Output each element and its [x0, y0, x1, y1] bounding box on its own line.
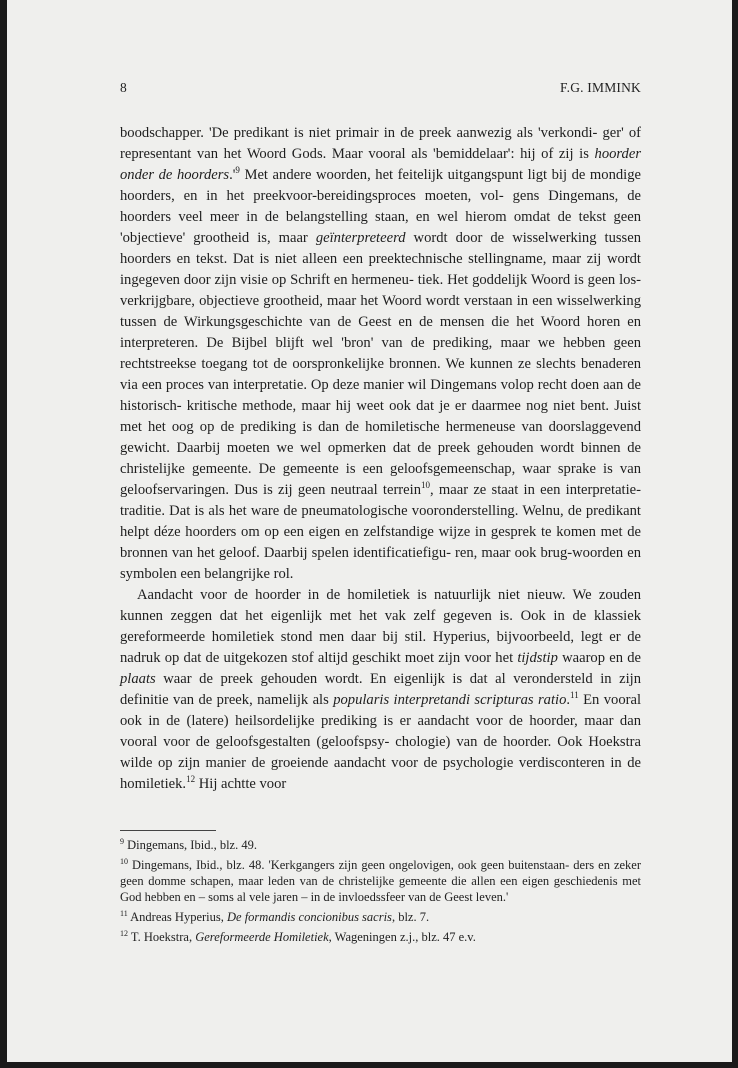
text-run: waarop en de	[557, 650, 641, 666]
text-run: boodschapper. 'De predikant is niet primair in de preek aanwezig als 'verkondi- ger' of representant van het Woord Gods. Maar vooral als 'bemiddelaar': hij of zij is	[120, 125, 641, 162]
footnote-number: 12	[120, 928, 128, 938]
text-run: waar de preek gehouden wordt. En eigenlijk is dat al verondersteld in zijn definitie van de preek, namelijk als	[120, 671, 641, 708]
text-run: Aandacht voor de hoorder in de homiletiek is natuurlijk niet nieuw. We zouden kunnen zeggen dat het eigenlijk met het vak zelf gegeven is. Ook in de klassiek gereformeerde homiletiek stond men daar bij stil. Hyperius, bijvoorbeeld, legt er de nadruk op dat de uitgekozen stof altijd geschikt moet zijn voor het	[120, 587, 641, 666]
footnote-text: , Wageningen z.j., blz. 47 e.v.	[328, 930, 476, 944]
paragraph-2	[120, 585, 641, 795]
footnote-11	[120, 909, 641, 925]
book-page	[7, 0, 732, 1062]
footnote-10	[120, 857, 641, 905]
italic-phrase: tijdstip	[517, 650, 558, 666]
footnote-number: 10	[120, 856, 128, 866]
footnote-ref: 11	[570, 690, 579, 701]
running-head: F.G. IMMINK	[560, 80, 641, 95]
footnote-title: Gereformeerde Homiletiek	[195, 930, 329, 944]
footnote-title: De formandis concionibus sacris	[227, 910, 392, 924]
text-run: .'	[229, 167, 236, 183]
text-run: Hij achtte voor	[195, 776, 287, 792]
footnote-number: 11	[120, 908, 128, 918]
text-run: .	[566, 692, 571, 708]
paragraph-1	[120, 123, 641, 585]
italic-phrase: popularis interpretandi scripturas ratio	[333, 692, 567, 708]
text-run: wordt door de wisselwerking tussen hoorders en tekst. Dat is niet alleen een preektechnische stellingname, maar zij wordt ingegeven door zijn visie op Schrift en hermeneu- tiek. Het goddelijk Woord is geen los-verkrijgbare, objectieve grootheid, maar het Woord wordt verstaan in een wisselwerking tussen de Wirkungsgeschichte van de Geest en de mensen die het Woord horen en interpreteren. De Bijbel blijft wel 'bron' van de prediking, maar we hebben geen rechtstreekse toegang tot de oorspronkelijke bronnen. We kunnen ze slechts benaderen via een proces van interpretatie. Op deze manier wil Dingemans volop recht doen aan de historisch- kritische methode, maar hij weet ook dat je er daarmee nog niet bent. Juist met het oog op de prediking is dan de homiletische hermeneuse van doorslaggevend gewicht. Daarbij moeten we wel opmerken dat de preek gehouden wordt binnen de christelijke gemeente. De gemeente is een geloofsgemeenschap, waar sprake is van geloofservaringen. Dus is zij geen neutraal terrein	[120, 230, 642, 498]
footnote-text: T. Hoekstra,	[128, 930, 196, 944]
footnote-ref: 10	[421, 480, 430, 491]
footnote-text: Dingemans, Ibid., blz. 48. 'Kerkgangers zijn geen ongelovigen, ook geen buitenstaan- ders en zeker geen domme schapen, maar leden van de christelijke gemeente die allen een eigen geschiedenis met God hebben en – soms al vele jaren – in de invloedssfeer van de Geest leven.'	[120, 858, 641, 904]
footnote-text: Andreas Hyperius,	[127, 910, 227, 924]
footnote-number: 9	[120, 836, 124, 846]
footnote-text: , blz. 7.	[391, 910, 430, 924]
footnote-12	[120, 929, 641, 945]
body-text	[120, 123, 641, 795]
footnote-ref: 9	[235, 165, 240, 176]
footnote-divider	[120, 830, 216, 831]
text-run: Met andere woorden, het feitelijk uitgangspunt ligt bij de mondige hoorders, en in het preekvoor-bereidingsproces moeten, vol- gens Dingemans, de hoorders veel meer in de belangstelling staan, en wel hierom omdat de tekst geen 'objectieve' grootheid is, maar	[120, 167, 642, 246]
italic-phrase: hoorder onder de hoorders	[120, 146, 641, 183]
footnotes	[120, 837, 641, 949]
italic-phrase: geïnterpreteerd	[315, 230, 406, 246]
footnote-text: Dingemans, Ibid., blz. 49.	[124, 838, 257, 852]
text-run: En vooral ook in de (latere) heilsordelijke prediking is er aandacht voor de hoorder, maar dan vooral voor de geloofsgestalten (geloofspsy- chologie) van de hoorder. Ook Hoekstra wilde op zijn manier de groeiende aandacht voor de psychologie verdisconteren in de homiletiek.	[120, 692, 642, 792]
text-run: , maar ze staat in een interpretatie-traditie. Dat is als het ware de pneumatologische vooronderstelling. Welnu, de predikant helpt déze hoorders om op een eigen en zelfstandige wijze in gesprek te komen met de bronnen van het geloof. Daarbij spelen identificatiefigu- ren, maar ook brug-woorden en symbolen een belangrijke rol.	[120, 482, 641, 582]
page-number: 8	[120, 80, 127, 95]
footnote-ref: 12	[186, 774, 196, 785]
italic-phrase: plaats	[120, 671, 156, 687]
footnote-9	[120, 837, 641, 853]
